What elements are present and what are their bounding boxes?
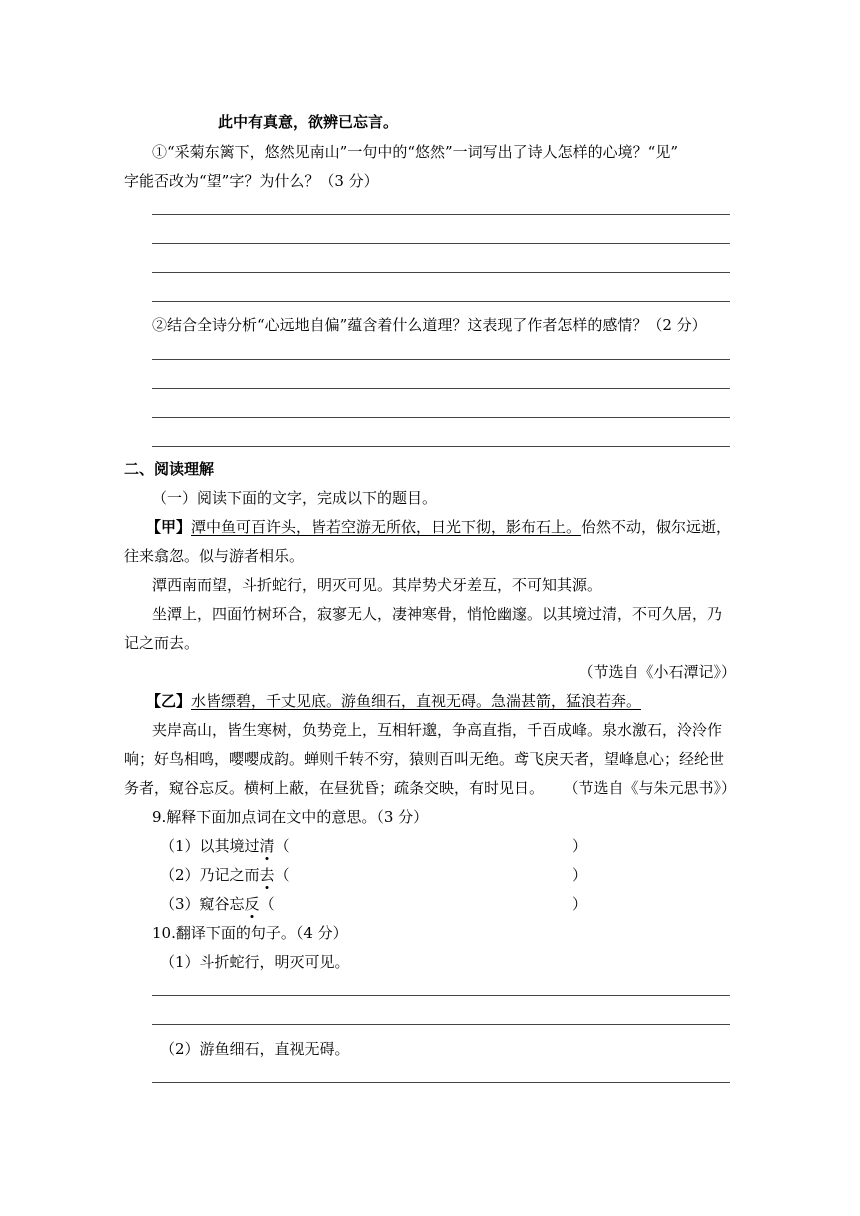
passage-jia-line-1 (146, 516, 731, 538)
passage-yi-underlined: 水皆缥碧，千丈见底。游鱼细石，直视无碍。急湍甚箭，猛浪若奔。 (191, 692, 642, 710)
passage-yi-line-3: 务者，窥谷忘反。横柯上蔽，在昼犹昏；疏条交映，有时见日。 (124, 779, 545, 797)
answer-line[interactable] (152, 243, 730, 244)
item-text: （2）乃记之而 (160, 866, 260, 884)
answer-line[interactable] (152, 1082, 730, 1083)
close-paren: ） (572, 866, 588, 884)
dotted-word: 反 (244, 895, 260, 913)
answer-line[interactable] (152, 446, 730, 447)
answer-line[interactable] (152, 214, 730, 215)
sub-title: （一）阅读下面的文字，完成以下的题目。 (152, 489, 438, 507)
dotted-word: 清 (259, 837, 275, 855)
passage-jia-para-3-line-2: 记之而去。 (124, 634, 200, 652)
item-text: （3）窥谷忘 (160, 895, 245, 913)
answer-line[interactable] (152, 359, 730, 360)
passage-jia-source: （节选自《小石潭记》） (578, 663, 736, 681)
passage-jia-rest: 佁然不动，俶尔远逝， (581, 518, 732, 536)
passage-yi-source: （节选自《与朱元思书》） (563, 779, 736, 797)
answer-line[interactable] (152, 1024, 730, 1025)
passage-yi-line-0 (146, 690, 641, 712)
question-10-sentence-1: （1）斗折蛇行，明灭可见。 (160, 953, 350, 971)
dotted-word: 去 (259, 866, 275, 884)
question-1-line-1: ①“采菊东篱下，悠然见南山”一句中的“悠然”一词写出了诗人怎样的心境？“见” (152, 143, 679, 161)
open-paren: （ (274, 837, 290, 855)
answer-line[interactable] (152, 995, 730, 996)
close-paren: ） (572, 837, 588, 855)
passage-yi-label: 【乙】 (146, 692, 192, 710)
passage-jia-label: 【甲】 (146, 518, 192, 536)
open-paren: （ (259, 895, 275, 913)
question-9-item-1[interactable] (160, 835, 600, 857)
passage-jia-para-3-line-1: 坐潭上，四面竹树环合，寂寥无人，凄神寒骨，悄怆幽邃。以其境过清，不可久居，乃 (152, 605, 723, 623)
question-10-sentence-2: （2）游鱼细石，直视无碍。 (160, 1040, 350, 1058)
open-paren: （ (274, 866, 290, 884)
question-1-line-2: 字能否改为“望”字？为什么？（3 分） (124, 172, 379, 190)
poem-last-line: 此中有真意，欲辨已忘言。 (218, 113, 399, 131)
answer-line[interactable] (152, 417, 730, 418)
passage-jia-underlined: 潭中鱼可百许头，皆若空游无所依，日光下彻，影布石上。 (191, 518, 582, 536)
close-paren: ） (572, 895, 588, 913)
answer-line[interactable] (152, 272, 730, 273)
question-9-item-3[interactable] (160, 893, 600, 915)
answer-line[interactable] (152, 301, 730, 302)
question-9-title: 9.解释下面加点词在文中的意思。（3 分） (152, 808, 429, 826)
answer-line[interactable] (152, 388, 730, 389)
passage-jia-line-2: 往来翕忽。似与游者相乐。 (124, 547, 305, 565)
passage-yi-line-1: 夹岸高山，皆生寒树，负势竞上，互相轩邈，争高直指，千百成峰。泉水激石，泠泠作 (152, 721, 723, 739)
question-9-item-2[interactable] (160, 864, 600, 886)
question-10-title: 10.翻译下面的句子。（4 分） (152, 924, 348, 942)
passage-jia-para-2: 潭西南而望，斗折蛇行，明灭可见。其岸势犬牙差互，不可知其源。 (152, 576, 603, 594)
item-text: （1）以其境过 (160, 837, 260, 855)
section-title: 二、阅读理解 (124, 460, 215, 478)
question-2: ②结合全诗分析“心远地自偏”蕴含着什么道理？这表现了作者怎样的感情？（2 分） (152, 316, 707, 334)
passage-yi-line-2: 响；好鸟相鸣，嘤嘤成韵。蝉则千转不穷，猿则百叫无绝。鸢飞戾天者，望峰息心；经纶世 (124, 750, 725, 768)
